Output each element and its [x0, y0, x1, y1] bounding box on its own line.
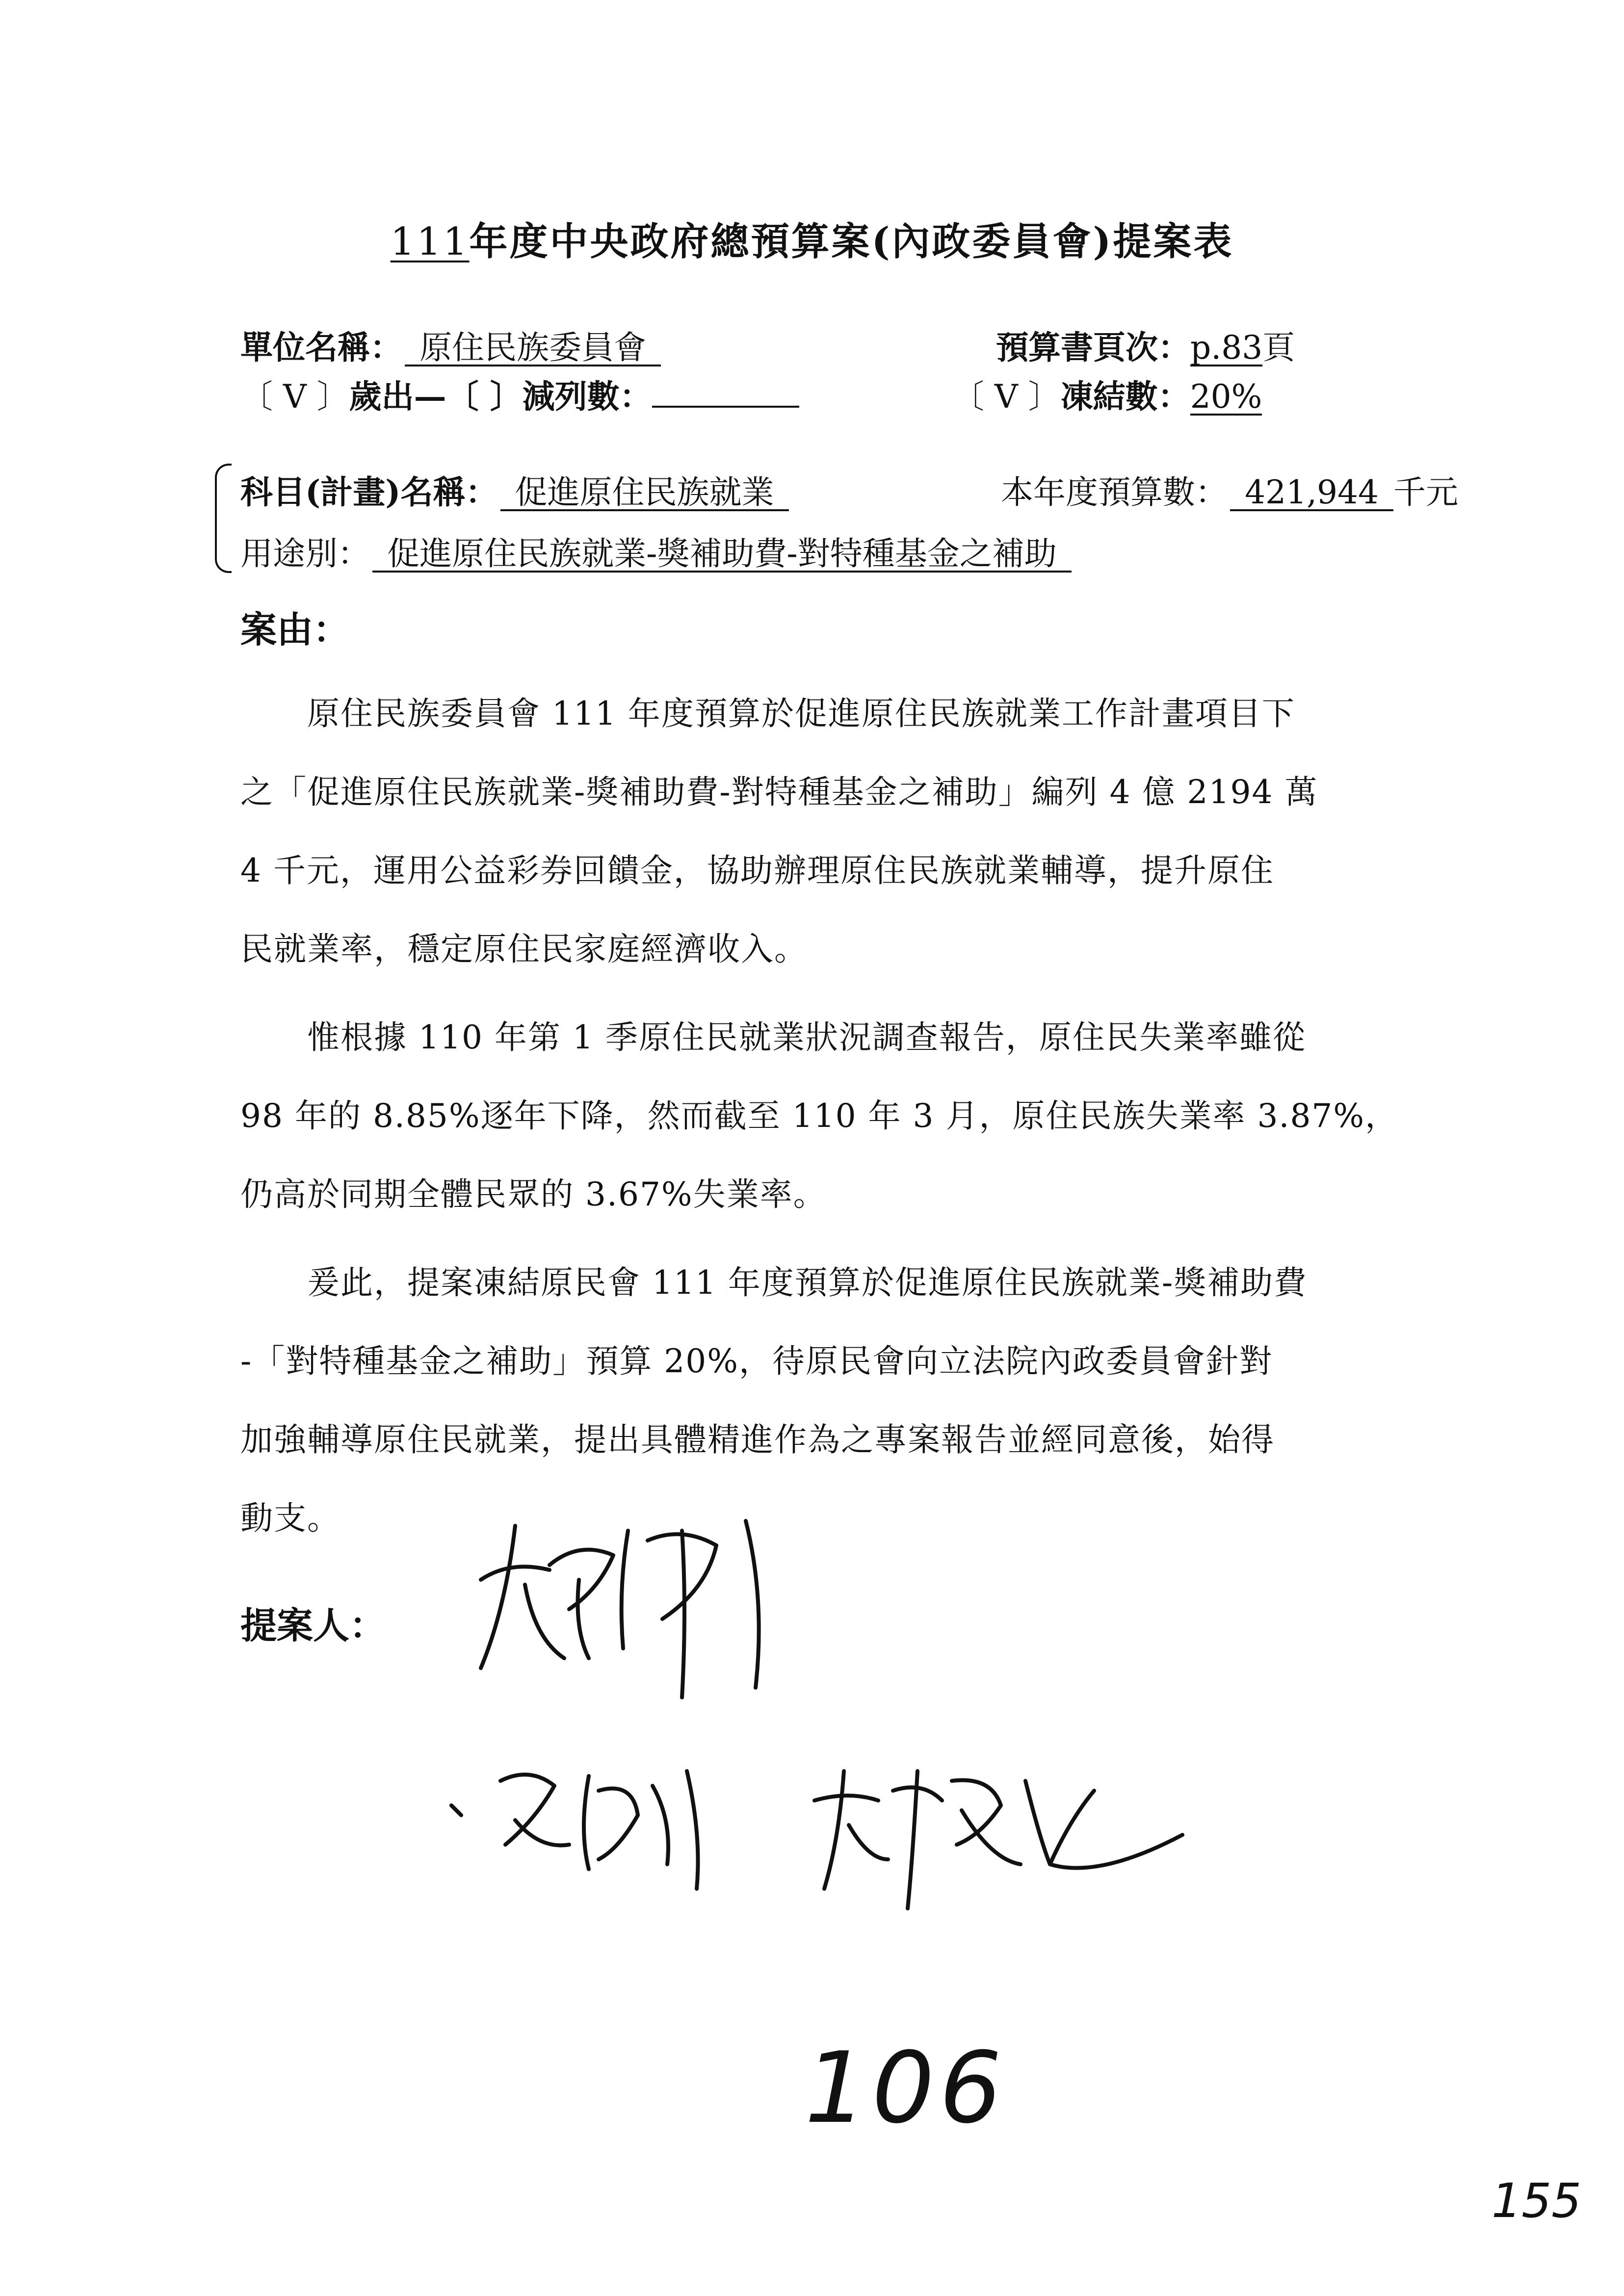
corner-number-handwritten: 155: [1492, 2173, 1582, 2228]
budget-value: 421,944: [1230, 475, 1393, 511]
use-label: 用途別：: [240, 535, 370, 573]
reason-line: 仍高於同期全體民眾的 3.67%失業率。: [240, 1175, 827, 1213]
budget-unit: 千元: [1393, 473, 1459, 511]
reason-body: [240, 675, 1398, 1558]
reason-heading: 案由：: [240, 609, 349, 651]
freeze-value: 20%: [1190, 378, 1262, 416]
spend-checkbox: 〔 V 〕: [240, 378, 349, 416]
spend-text: 歲出—〔 〕: [349, 377, 523, 416]
subject-label: 科目(計畫)名稱：: [240, 473, 498, 511]
freeze-row: [952, 370, 1262, 417]
proposer-label: 提案人：: [240, 1605, 386, 1647]
freeze-label: 凍結數：: [1060, 377, 1190, 416]
spend-row: [240, 370, 799, 417]
page-suffix: 頁: [1262, 329, 1295, 366]
unit-label: 單位名稱：: [240, 328, 402, 366]
title-year: 111: [390, 220, 470, 264]
unit-row: [240, 321, 661, 368]
reason-line: 爰此，提案凍結原民會 111 年度預算於促進原住民族就業-獎補助費: [240, 1264, 1308, 1302]
reduce-blank: [652, 376, 799, 408]
form-title: [0, 211, 1624, 266]
subject-row: [240, 466, 789, 513]
signature-3: [795, 1761, 1197, 1928]
reason-line: 之「促進原住民族就業-獎補助費-對特種基金之補助」編列 4 億 2194 萬: [240, 773, 1318, 811]
use-row: [240, 527, 1072, 574]
budget-label: 本年度預算數：: [1001, 473, 1228, 511]
reason-line: 動支。: [240, 1499, 341, 1537]
subject-value: 促進原住民族就業: [500, 475, 789, 511]
reason-line: -「對特種基金之補助」預算 20%，待原民會向立法院內政委員會針對: [240, 1342, 1273, 1380]
page-number-handwritten: 106: [805, 2031, 1007, 2145]
page-ref-row: [996, 321, 1295, 368]
budget-row: [1001, 466, 1458, 513]
reason-line: 4 千元，運用公益彩券回饋金，協助辦理原住民族就業輔導，提升原住: [240, 852, 1274, 889]
reason-line: 民就業率，穩定原住民家庭經濟收入。: [240, 930, 808, 968]
reason-line: 惟根據 110 年第 1 季原住民就業狀況調查報告，原住民失業率雖從: [240, 1018, 1306, 1056]
unit-value: 原住民族委員會: [405, 331, 661, 366]
reason-line: 加強輔導原住民就業，提出具體精進作為之專案報告並經同意後，始得: [240, 1421, 1275, 1459]
reason-line: 98 年的 8.85%逐年下降，然而截至 110 年 3 月，原住民族失業率 3.87%，: [240, 1097, 1399, 1135]
reduce-label: 減列數：: [522, 377, 652, 416]
signature-2: [442, 1761, 785, 1918]
page-label: 預算書頁次：: [996, 328, 1190, 366]
use-value: 促進原住民族就業-獎補助費-對特種基金之補助: [372, 537, 1072, 573]
subject-bracket: [215, 464, 232, 573]
reason-line: 原住民族委員會 111 年度預算於促進原住民族就業工作計畫項目下: [240, 695, 1295, 732]
title-text: 年度中央政府總預算案(內政委員會)提案表: [469, 219, 1234, 264]
page-value: p.83: [1190, 329, 1263, 366]
freeze-checkbox: 〔 V 〕: [952, 378, 1061, 416]
